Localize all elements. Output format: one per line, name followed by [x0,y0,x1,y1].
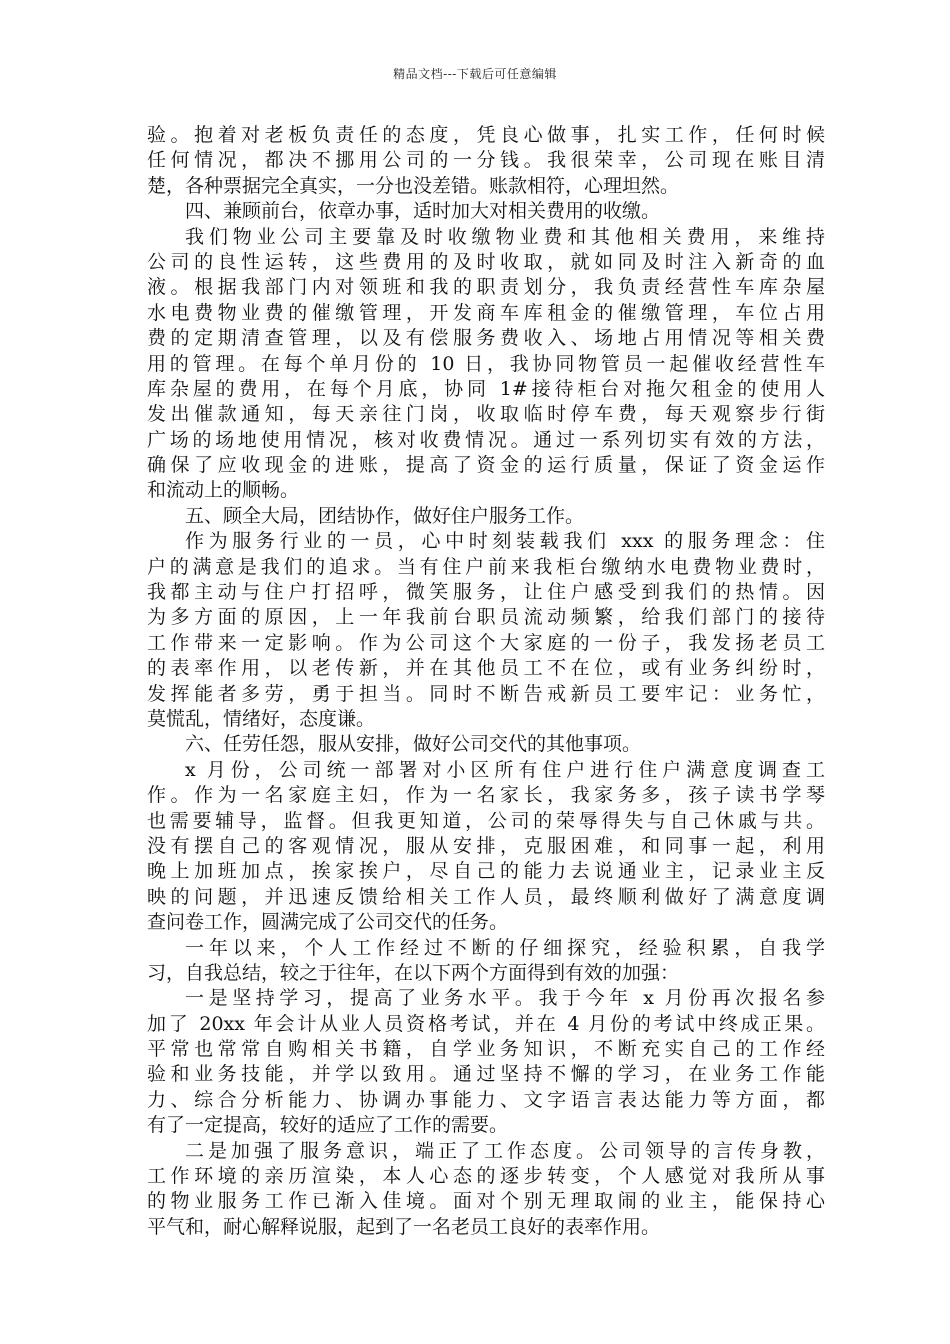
text-line: 六、任劳任怨，服从安排，做好公司交代的其他事项。 [185,733,642,756]
text-line: 广场的场地使用情况，核对收费情况。通过一系列切实有效的方法， [147,428,825,451]
text-line: 二是加强了服务意识，端正了工作态度。公司领导的言传身教， [185,1139,825,1162]
text-line: 公司的良性运转，这些费用的及时收取，就如同及时注入新奇的血 [147,250,825,273]
text-line: 工作环境的亲历渲染，本人心态的逐步转变，个人感觉对我所从事 [147,1165,825,1188]
text-line: 力、综合分析能力、协调办事能力、文字语言表达能力等方面，都 [147,1088,825,1111]
text-line: 的物业服务工作已渐入佳境。面对个别无理取闹的业主，能保持心 [147,1190,825,1213]
text-line: 没有摆自己的客观情况，服从安排，克服困难，和同事一起，利用 [147,834,825,857]
text-line: 作为服务行业的一员，心中时刻装载我们 xxx 的服务理念：住 [185,530,825,553]
text-line: 用的管理。在每个单月份的 10 日，我协同物管员一起催收经营性车 [147,352,825,375]
text-line: 加了 20xx 年会计从业人员资格考试，并在 4 月份的考试中终成正果。 [147,1012,825,1035]
text-line: 库杂屋的费用，在每个月底，协同 1#接待柜台对拖欠租金的使用人 [147,377,825,400]
text-line: 映的问题，并迅速反馈给相关工作人员，最终顺利做好了满意度调 [147,885,825,908]
text-line: 费的定期清查管理，以及有偿服务费收入、场地占用情况等相关费 [147,327,825,350]
text-line: 也需要辅导，监督。但我更知道，公司的荣辱得失与自己休戚与共。 [147,809,825,832]
text-line: 我都主动与住户打招呼，微笑服务，让住户感受到我们的热情。因 [147,581,825,604]
document-body [147,123,825,1240]
text-line: 水电费物业费的催缴管理，开发商车库租金的催缴管理，车位占用 [147,301,825,324]
text-line: 习，自我总结，较之于往年，在以下两个方面得到有效的加强： [147,961,680,984]
text-line: 平常也常常自购相关书籍，自学业务知识，不断充实自己的工作经 [147,1038,825,1061]
text-line: 确保了应收现金的进账，提高了资金的运行质量，保证了资金运作 [147,454,825,477]
text-line: 液。根据我部门内对领班和我的职责划分，我负责经营性车库杂屋 [147,276,825,299]
text-line: 一年以来，个人工作经过不断的仔细探究，经验积累，自我学 [185,936,825,959]
text-line: 莫慌乱，情绪好，态度谦。 [147,707,376,730]
text-line: x 月份，公司统一部署对小区所有住户进行住户满意度调查工 [185,758,825,781]
text-line: 一是坚持学习，提高了业务水平。我于今年 x 月份再次报名参 [185,987,825,1010]
text-line: 楚，各种票据完全真实，一分也没差错。账款相符，心理坦然。 [147,174,680,197]
text-line: 工作带来一定影响。作为公司这个大家庭的一份子，我发扬老员工 [147,631,825,654]
text-line: 平气和，耐心解释说服，起到了一名老员工良好的表率作用。 [147,1215,661,1238]
page-header: 精品文档---下载后可任意编辑 [393,67,557,81]
text-line: 任何情况，都决不挪用公司的一分钱。我很荣幸，公司现在账目清 [147,149,825,172]
text-line: 四、兼顾前台，依章办事，适时加大对相关费用的收缴。 [185,200,661,223]
text-line: 户的满意是我们的追求。当有住户前来我柜台缴纳水电费物业费时， [147,555,825,578]
text-line: 我们物业公司主要靠及时收缴物业费和其他相关费用，来维持 [185,225,825,248]
text-line: 作。作为一名家庭主妇，作为一名家长，我家务多，孩子读书学琴 [147,784,825,807]
text-line: 晚上加班加点，挨家挨户，尽自己的能力去说通业主，记录业主反 [147,860,825,883]
text-line: 验。抱着对老板负责任的态度，凭良心做事，扎实工作，任何时候 [147,124,825,146]
text-line: 和流动上的顺畅。 [147,479,300,502]
text-line: 发挥能者多劳，勇于担当。同时不断告戒新员工要牢记：业务忙， [147,682,825,705]
text-line: 验和业务技能，并学以致用。通过坚持不懈的学习，在业务工作能 [147,1063,825,1086]
text-line: 查问卷工作，圆满完成了公司交代的任务。 [147,911,509,934]
text-line: 发出催款通知，每天亲往门岗，收取临时停车费，每天观察步行街 [147,403,825,426]
text-line: 五、顾全大局，团结协作，做好住户服务工作。 [185,504,585,527]
text-line: 有了一定提高，较好的适应了工作的需要。 [147,1114,509,1137]
text-line: 的表率作用，以老传新，并在其他员工不在位，或有业务纠纷时， [147,657,825,680]
text-line: 为多方面的原因，上一年我前台职员流动频繁，给我们部门的接待 [147,606,825,629]
